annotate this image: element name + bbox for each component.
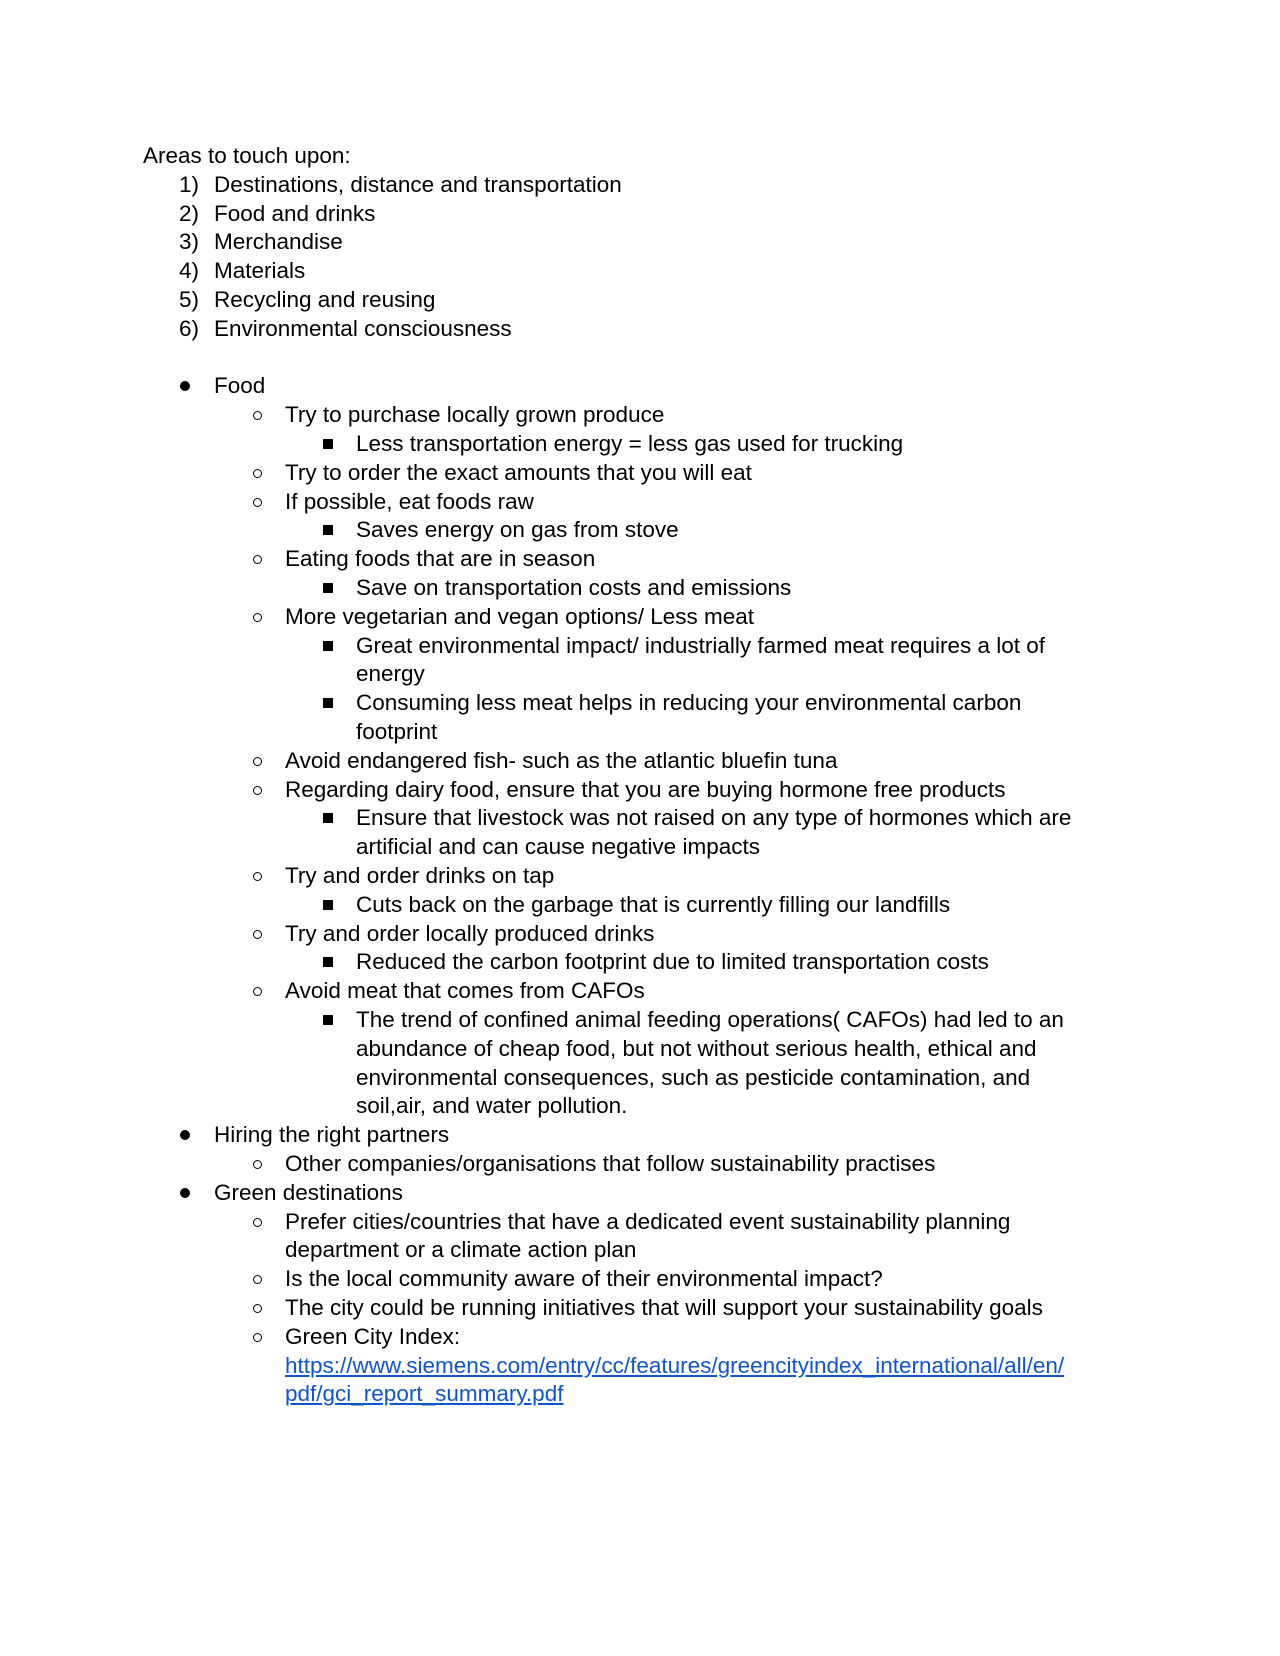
list-number: 4): [179, 258, 200, 284]
section-green-title: Green destinations: [214, 1179, 403, 1205]
bullet-square-icon: [323, 525, 333, 535]
bullet-circle-icon: [253, 411, 262, 420]
food-item: If possible, eat foods raw: [285, 488, 534, 514]
food-subitem: abundance of cheap food, but not without serious health, ethical and: [356, 1035, 1037, 1061]
green-item: Green City Index:: [285, 1323, 461, 1349]
food-subitem: The trend of confined animal feeding operations( CAFOs) had led to an: [356, 1007, 1064, 1032]
numbered-item: Food and drinks: [214, 200, 376, 226]
food-item: Eating foods that are in season: [285, 546, 596, 572]
list-number: 3): [179, 229, 200, 255]
bullet-circle-icon: [253, 1333, 262, 1342]
section-partners-title: Hiring the right partners: [214, 1122, 450, 1148]
list-number: 2): [179, 200, 200, 226]
food-subitem: Great environmental impact/ industrially farmed meat requires a lot of: [356, 632, 1046, 658]
bullet-circle-icon: [253, 469, 262, 478]
food-subitem: Reduced the carbon footprint due to limited transportation costs: [356, 949, 989, 975]
bullet-square-icon: [323, 813, 333, 823]
bullet-dot-icon: [180, 1130, 190, 1140]
food-item: More vegetarian and vegan options/ Less meat: [285, 603, 755, 629]
green-item: Is the local community aware of their environmental impact?: [285, 1266, 883, 1292]
food-subitem: Less transportation energy = less gas used for trucking: [356, 431, 904, 456]
food-subitem: footprint: [356, 719, 438, 744]
bullet-circle-icon: [253, 613, 262, 622]
intro-heading: Areas to touch upon:: [143, 143, 351, 168]
green-item: Prefer cities/countries that have a dedicated event sustainability planning: [285, 1208, 1011, 1234]
food-item: Avoid endangered fish- such as the atlantic bluefin tuna: [285, 747, 838, 773]
list-number: 5): [179, 287, 200, 312]
bullet-circle-icon: [253, 872, 262, 881]
green-item: department or a climate action plan: [285, 1237, 637, 1263]
bullet-square-icon: [323, 439, 333, 449]
food-subitem: Ensure that livestock was not raised on any type of hormones which are: [356, 805, 1072, 831]
list-number: 1): [179, 171, 200, 197]
bullet-circle-icon: [253, 1304, 262, 1313]
food-item: Try to purchase locally grown produce: [285, 402, 665, 428]
food-item: Try to order the exact amounts that you will eat: [285, 459, 752, 485]
food-item: Avoid meat that comes from CAFOs: [285, 978, 645, 1004]
food-subitem: Cuts back on the garbage that is currently filling our landfills: [356, 891, 951, 917]
bullet-circle-icon: [253, 786, 262, 795]
food-subitem: energy: [356, 661, 425, 687]
bullet-dot-icon: [180, 1188, 190, 1198]
bullet-circle-icon: [253, 1275, 262, 1284]
food-subitem: artificial and can cause negative impacts: [356, 834, 760, 860]
numbered-item: Recycling and reusing: [214, 287, 436, 312]
list-number: 6): [179, 315, 200, 341]
food-subitem: environmental consequences, such as pesticide contamination, and: [356, 1064, 1031, 1090]
numbered-item: Materials: [214, 258, 306, 284]
bullet-circle-icon: [253, 987, 262, 996]
bullet-circle-icon: [253, 930, 262, 939]
green-city-index-link[interactable]: https://www.siemens.com/entry/cc/features/greencityindex_international/all/en/: [285, 1352, 1065, 1378]
bullet-circle-icon: [253, 757, 262, 766]
food-subitem: Save on transportation costs and emissions: [356, 575, 792, 600]
numbered-item: Merchandise: [214, 229, 343, 255]
bullet-square-icon: [323, 1015, 333, 1025]
food-item: Regarding dairy food, ensure that you are buying hormone free products: [285, 776, 1006, 802]
section-food-title: Food: [214, 373, 266, 399]
bullet-square-icon: [323, 957, 333, 967]
green-item: The city could be running initiatives that will support your sustainability goals: [285, 1295, 1043, 1320]
food-item: Try and order drinks on tap: [285, 863, 555, 888]
bullet-square-icon: [323, 900, 333, 910]
bullet-square-icon: [323, 698, 333, 708]
partners-item: Other companies/organisations that follow sustainability practises: [285, 1151, 936, 1176]
bullet-square-icon: [323, 583, 333, 593]
numbered-item: Destinations, distance and transportation: [214, 171, 622, 197]
bullet-circle-icon: [253, 1160, 262, 1169]
bullet-circle-icon: [253, 1218, 262, 1227]
numbered-item: Environmental consciousness: [214, 315, 512, 341]
food-subitem: Consuming less meat helps in reducing your environmental carbon: [356, 690, 1022, 716]
bullet-square-icon: [323, 641, 333, 651]
food-subitem: Saves energy on gas from stove: [356, 517, 679, 543]
green-city-index-link[interactable]: pdf/gci_report_summary.pdf: [285, 1381, 564, 1407]
food-item: Try and order locally produced drinks: [285, 920, 655, 946]
bullet-dot-icon: [180, 381, 190, 391]
food-subitem: soil,air, and water pollution.: [356, 1093, 628, 1119]
bullet-circle-icon: [253, 555, 262, 564]
bullet-circle-icon: [253, 498, 262, 507]
